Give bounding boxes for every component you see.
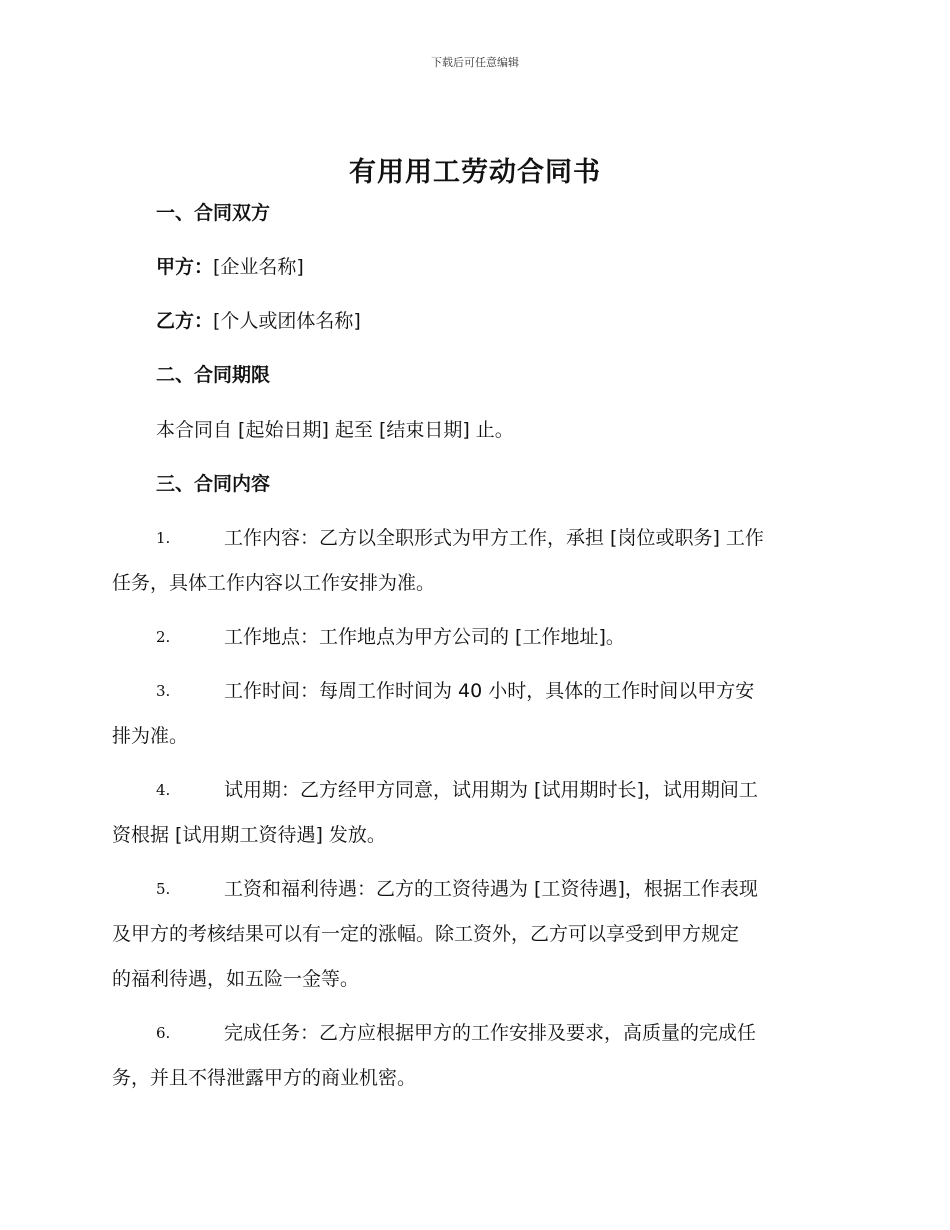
item-text-line: 资根据 [试用期工资待遇] 发放。 bbox=[112, 824, 386, 846]
document-title: 有用用工劳动合同书 bbox=[349, 157, 601, 188]
item-number: 6. bbox=[156, 1024, 171, 1042]
item-text-line: 及甲方的考核结果可以有一定的涨幅。除工资外，乙方可以享受到甲方规定 bbox=[112, 923, 740, 945]
section-heading-parties: 一、合同双方 bbox=[156, 202, 271, 224]
party-b-label: 乙方： bbox=[156, 310, 214, 332]
party-b-value: [个人或团体名称] bbox=[213, 310, 361, 332]
item-text-line: 排为准。 bbox=[112, 725, 189, 747]
item-number: 3. bbox=[156, 682, 171, 700]
item-text-line: 工作地点：工作地点为甲方公司的 [工作地址]。 bbox=[224, 626, 625, 648]
party-a-label: 甲方： bbox=[156, 256, 214, 278]
item-text-line: 工资和福利待遇：乙方的工资待遇为 [工资待遇]，根据工作表现 bbox=[224, 878, 758, 900]
section-heading-content: 三、合同内容 bbox=[156, 473, 271, 495]
item-number: 5. bbox=[156, 880, 171, 898]
item-text-line: 的福利待遇，如五险一金等。 bbox=[112, 968, 360, 990]
item-text-line: 任务，具体工作内容以工作安排为准。 bbox=[112, 572, 436, 594]
item-text-line: 试用期：乙方经甲方同意，试用期为 [试用期时长]，试用期间工 bbox=[224, 779, 758, 801]
header-note: 下载后可任意编辑 bbox=[431, 56, 519, 69]
item-text-line: 务，并且不得泄露甲方的商业机密。 bbox=[112, 1067, 417, 1089]
item-text-line: 工作内容：乙方以全职形式为甲方工作，承担 [岗位或职务] 工作 bbox=[224, 527, 764, 549]
item-text-line: 完成任务：乙方应根据甲方的工作安排及要求，高质量的完成任 bbox=[224, 1022, 757, 1044]
term-text: 本合同自 [起始日期] 起至 [结束日期] 止。 bbox=[156, 419, 514, 441]
section-heading-term: 二、合同期限 bbox=[156, 364, 271, 386]
item-number: 4. bbox=[156, 781, 171, 799]
party-b-row bbox=[156, 308, 361, 334]
item-number: 1. bbox=[156, 529, 171, 547]
party-a-value: [企业名称] bbox=[213, 256, 304, 278]
party-a-row bbox=[156, 254, 304, 280]
item-number: 2. bbox=[156, 628, 171, 646]
item-text-line: 工作时间：每周工作时间为 40 小时，具体的工作时间以甲方安 bbox=[224, 680, 755, 702]
